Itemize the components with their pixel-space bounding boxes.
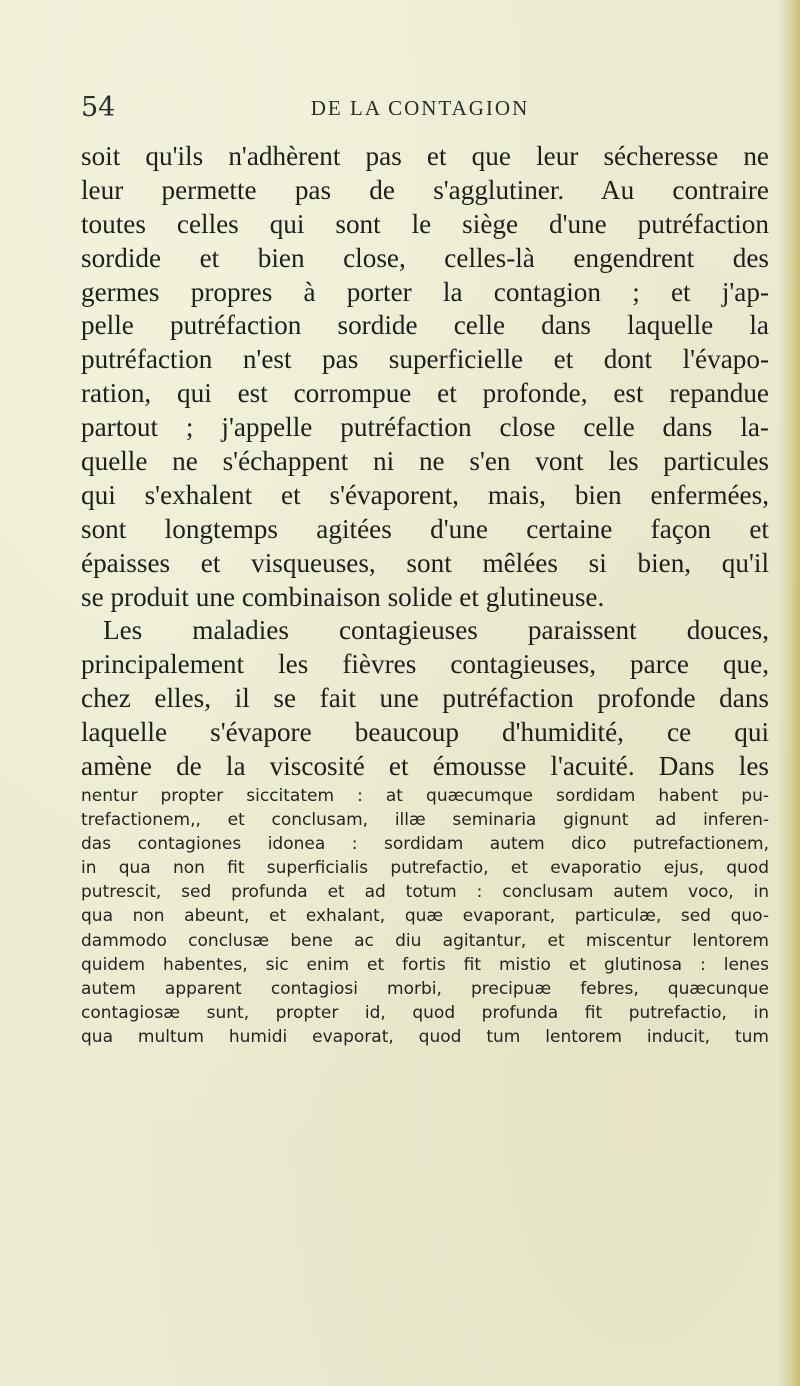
latin-line: putrescit, sed profunda et ad totum : conclusam autem voco, in	[81, 882, 769, 903]
french-line: ration, qui est corrompue et profonde, est repandue	[81, 378, 769, 409]
french-line: leur permette pas de s'agglutiner. Au contraire	[81, 174, 769, 205]
latin-line: quidem habentes, sic enim et fortis fit mistio et glutinosa : lenes	[81, 954, 769, 975]
french-line: germes propres à porter la contagion ; et j'ap-	[81, 276, 769, 307]
french-text-block	[81, 140, 769, 784]
french-line: sont longtemps agitées d'une certaine façon et	[81, 513, 769, 544]
french-line: Les maladies contagieuses paraissent douces,	[103, 615, 769, 646]
french-line: putréfaction n'est pas superficielle et dont l'évapo-	[81, 344, 769, 375]
french-line: quelle ne s'échappent ni ne s'en vont les particules	[81, 446, 769, 477]
french-line: amène de la viscosité et émousse l'acuité. Dans les	[81, 751, 769, 782]
french-line: se produit une combinaison solide et glutineuse.	[81, 581, 605, 612]
running-title: DE LA CONTAGION	[310, 96, 530, 120]
french-line: partout ; j'appelle putréfaction close celle dans la-	[81, 412, 769, 443]
running-head	[0, 88, 800, 128]
latin-line: dammodo conclusæ bene ac diu agitantur, et miscentur lentorem	[81, 930, 769, 951]
french-line: épaisses et visqueuses, sont mêlées si bien, qu'il	[81, 547, 769, 578]
french-line: laquelle s'évapore beaucoup d'humidité, ce qui	[81, 717, 769, 748]
french-line: soit qu'ils n'adhèrent pas et que leur sécheresse ne	[81, 141, 769, 171]
latin-line: in qua non fit superficialis putrefactio, et evaporatio ejus, quod	[81, 858, 769, 879]
page-number: 54	[81, 92, 116, 123]
latin-line: qua multum humidi evaporat, quod tum lentorem inducit, tum	[81, 1026, 769, 1047]
french-line: chez elles, il se fait une putréfaction profonde dans	[81, 683, 769, 714]
latin-line: qua non abeunt, et exhalant, quæ evaporant, particulæ, sed quo-	[81, 906, 769, 927]
french-line: sordide et bien close, celles-là engendrent des	[81, 242, 769, 273]
latin-line: contagiosæ sunt, propter id, quod profunda fit putrefactio, in	[81, 1002, 769, 1023]
page-edge-shading	[778, 0, 800, 1386]
latin-line: das contagiones idonea : sordidam autem dico putrefactionem,	[81, 834, 769, 855]
french-line: pelle putréfaction sordide celle dans laquelle la	[81, 310, 769, 341]
latin-footnote-block	[81, 784, 769, 1049]
latin-line: autem apparent contagiosi morbi, precipuæ febres, quæcunque	[81, 978, 769, 999]
latin-line: trefactionem,, et conclusam, illæ seminaria gignunt ad inferen-	[81, 810, 769, 831]
french-line: qui s'exhalent et s'évaporent, mais, bien enfermées,	[81, 479, 769, 510]
latin-line: nentur propter siccitatem : at quæcumque sordidam habent pu-	[81, 786, 769, 806]
french-line: principalement les fièvres contagieuses, parce que,	[81, 649, 769, 680]
french-line: toutes celles qui sont le siège d'une putréfaction	[81, 208, 769, 239]
